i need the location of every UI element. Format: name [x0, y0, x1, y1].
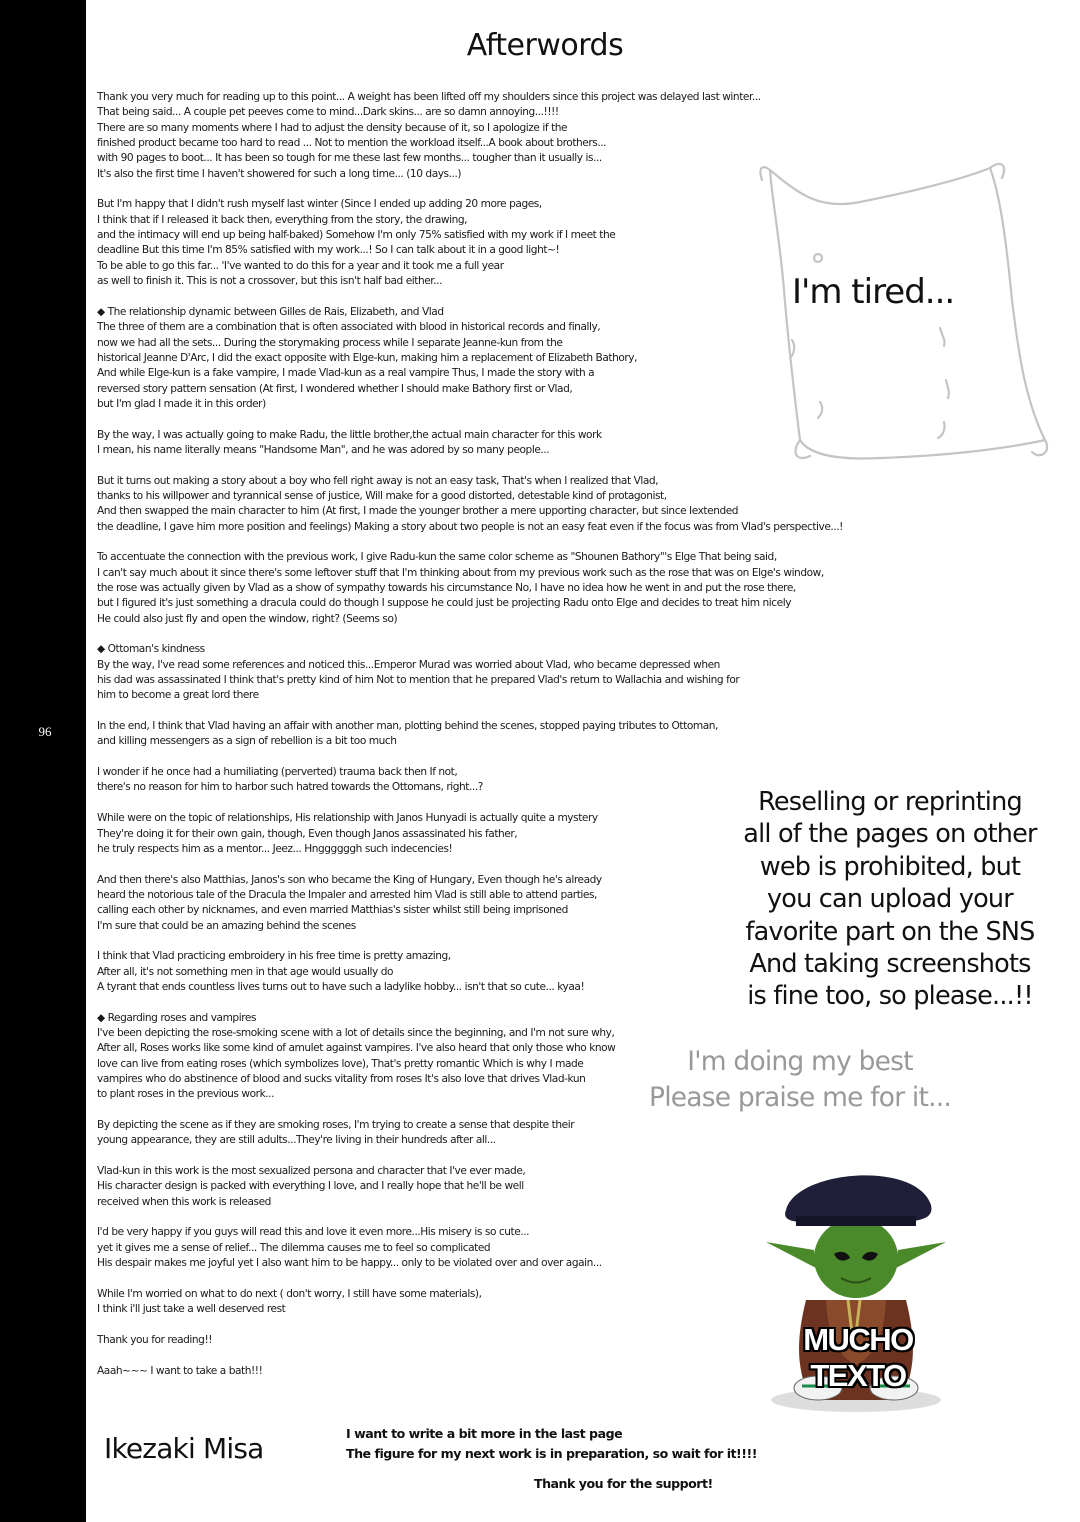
- paragraph-line: To be able to go this far... 'I've wanted to do this for a year and it took me a full year: [97, 259, 504, 272]
- text-line: favorite part on the SNS: [745, 916, 1035, 947]
- paragraph-line: I mean, his name literally means "Handsome Man", and he was adored by so many people...: [97, 443, 550, 456]
- paragraph-line: the deadline, I gave him more position and feelings) Making a story about two people is not an easy feat even if the focus was from Vlad's perspective...!: [97, 520, 843, 533]
- paragraph-line: But I'm happy that I didn't rush myself last winter (Since I ended up adding 20 more pages,: [97, 198, 542, 211]
- text-line: is fine too, so please...!!: [747, 981, 1033, 1012]
- text-line: Please praise me for it...: [649, 1082, 951, 1113]
- text-line: I'm doing my best: [687, 1046, 913, 1077]
- text-line: The figure for my next work is in preparation, so wait for it!!!!: [346, 1446, 758, 1461]
- paragraph-line: his dad was assassinated I think that's pretty kind of him Not to mention that he prepared Vlad's return to Wallachia and wishing for: [97, 674, 740, 687]
- paragraph: [97, 642, 837, 703]
- paragraph-line: By depicting the scene as if they are smoking roses, I'm trying to create a sense that despite their: [97, 1119, 575, 1132]
- paragraph-line: calling each other by nicknames, and even married Matthias's sister whilst still being imprisoned: [97, 904, 568, 917]
- paragraph-line: finished product became too hard to read ... Not to mention the workload itself...A book about brothers...: [97, 137, 607, 150]
- paragraph-line: historical Jeanne D'Arc, I did the exact opposite with Elge-kun, making him a replacement of Elizabeth Bathory,: [97, 351, 638, 364]
- paragraph-line: but I figured it's just something a dracula could do though I suppose he could just be projecting Radu onto Elge and decides to treat him nicely: [97, 597, 792, 610]
- paragraph-line: His despair makes me joyful yet I also want him to be happy... only to be violated over and over again...: [97, 1257, 602, 1270]
- page-number: 96: [38, 724, 52, 739]
- meme-caption: MUCHO TEXTO: [803, 1322, 913, 1393]
- paragraph-line: He could also just fly and open the window, right? (Seems so): [97, 612, 398, 625]
- paragraph: [97, 550, 837, 627]
- paragraph-line: and killing messengers as a sign of rebellion is a bit too much: [97, 735, 397, 748]
- paragraph-line: But it turns out making a story about a boy who fell right away is not an easy task, That's when I realized that Vlad,: [97, 474, 659, 487]
- paragraph: [97, 1164, 837, 1210]
- page-title: Afterwords: [466, 28, 624, 63]
- paragraph: [97, 765, 837, 796]
- text-line: Reselling or reprinting: [758, 787, 1022, 817]
- text-line: all of the pages on other: [743, 819, 1037, 850]
- paragraph: [97, 1225, 837, 1271]
- paragraph-line: ◆ Ottoman's kindness: [97, 643, 205, 656]
- paragraph-line: thanks to his willpower and tyrannical sense of justice, Will make for a good distorted, detestable kind of protagonist,: [97, 489, 667, 502]
- paragraph-line: I think that if I released it back then, everything from the story, the drawing,: [97, 213, 468, 226]
- paragraph-line: I'd be very happy if you guys will read this and love it even more...His misery is so cute...: [97, 1226, 530, 1239]
- paragraph-line: I think that Vlad practicing embroidery in his free time is pretty amazing,: [97, 950, 451, 963]
- paragraph-line: A tyrant that ends countless lives turns out to have such a ladylike hobby... isn't that so cute... kyaa!: [97, 980, 585, 993]
- paragraph-line: And while Elge-kun is a fake vampire, I made Vlad-kun as a real vampire Thus, I made the story with a: [97, 367, 595, 380]
- paragraph: [97, 428, 837, 459]
- paragraph-line: The three of them are a combination that is often associated with blood in historical records and finally,: [97, 321, 601, 334]
- paragraph: [97, 90, 837, 182]
- text-line: web is prohibited, but: [759, 851, 1021, 882]
- paragraph-line: It's also the first time I haven't showered for such a long time... (10 days...): [97, 167, 462, 180]
- paragraph-line: I think i'll just take a well deserved rest: [97, 1303, 286, 1316]
- paragraph-line: I've been depicting the rose-smoking scene with a lot of details since the beginning, and I'm not sure why,: [97, 1026, 615, 1039]
- paragraph-line: as well to finish it. This is not a crossover, but this isn't half bad either...: [97, 275, 442, 288]
- paragraph-line: there's no reason for him to harbor such hatred towards the Ottomans, right...?: [97, 781, 483, 794]
- paragraph-line: And then swapped the main character to him (At first, I made the younger brother a mere upporting character, but since Iextended: [97, 505, 739, 518]
- paragraph: [97, 811, 837, 857]
- paragraph-line: In the end, I think that Vlad having an affair with another man, plotting behind the scenes, stopped paying tributes to Ottoman,: [97, 720, 718, 733]
- paragraph-line: now we had all the sets... During the storymaking process while I separate Jeanne-kun from the: [97, 336, 563, 349]
- paragraph-line: received when this work is released: [97, 1195, 271, 1208]
- paragraph-line: deadline But this time I'm 85% satisfied with my work...! So I can talk about it in a good light~!: [97, 244, 560, 257]
- paragraph: [97, 1364, 837, 1379]
- sharing-notice: [740, 786, 1040, 1013]
- text-line: you can upload your: [767, 884, 1013, 915]
- paragraph-line: love can live from eating roses (which symbolizes love), That's pretty romantic Which is why I made: [97, 1057, 584, 1070]
- paragraph-line: vampires who do abstinence of blood and sucks vitality from roses It's also love that drives Vlad-kun: [97, 1073, 586, 1085]
- paragraph-line: Aaah~~~ I want to take a bath!!!: [97, 1364, 263, 1377]
- paragraph: [97, 719, 837, 750]
- paragraph-line: His character design is packed with everything I love, and I really hope that he'll be well: [97, 1180, 524, 1193]
- paragraph-line: After all, Roses works like some kind of amulet against vampires. I've also heard that only those who know: [97, 1042, 616, 1055]
- paragraph-line: I wonder if he once had a humiliating (perverted) trauma back then If not,: [97, 766, 458, 779]
- paragraph: [97, 1287, 837, 1318]
- text-line: And taking screenshots: [749, 949, 1031, 980]
- paragraph-line: yet it gives me a sense of relief... The dilemma causes me to feel so complicated: [97, 1241, 491, 1254]
- paragraph-line: To accentuate the connection with the previous work, I give Radu-kun the same color scheme as "Shounen Bathory"'s Elge That being said,: [97, 551, 777, 564]
- paragraph-line: ◆ Regarding roses and vampires: [97, 1011, 257, 1024]
- paragraph: [97, 949, 837, 995]
- paragraph-line: to plant roses in the previous work...: [97, 1088, 275, 1101]
- paragraph-line: he truly respects him as a mentor... Jeez... Hnggggggh such indecencies!: [97, 842, 453, 855]
- author-signature: Ikezaki Misa: [104, 1432, 264, 1465]
- paragraph-line: but I'm glad I made it in this order): [97, 397, 266, 410]
- paragraph-line: and the intimacy will end up being half-baked) Somehow I'm only 75% satisfied with my work if I meet the: [97, 229, 616, 242]
- paragraph-line: That being said... A couple pet peeves come to mind...Dark skins... are so damn annoying...!!!!: [97, 106, 559, 119]
- paragraph-line: young appearance, they are still adults...They're living in their hundreds after all...: [97, 1134, 496, 1147]
- paragraph-line: ◆ The relationship dynamic between Gilles de Rais, Elizabeth, and Vlad: [97, 305, 444, 318]
- paragraph-line: I can't say much about it since there's some leftover stuff that I'm thinking about from my previous work such as the rose that was on Elge's window,: [97, 566, 824, 579]
- paragraph: [97, 197, 837, 289]
- paragraph-line: Thank you for reading!!: [97, 1333, 213, 1346]
- paragraph-line: Vlad-kun in this work is the most sexualized persona and character that I've ever made,: [97, 1165, 526, 1178]
- paragraph-line: And then there's also Matthias, Janos's son who became the King of Hungary, Even though he's already: [97, 873, 602, 886]
- paragraph: [97, 1333, 837, 1348]
- paragraph-line: I'm sure that could be an amazing behind the scenes: [97, 919, 356, 932]
- paragraph-line: with 90 pages to boot... It has been so tough for me these last few months... tougher than it usually is...: [97, 152, 602, 165]
- paragraph-line: reversed story pattern sensation (At first, I wondered whether I should make Bathory first or Vlad,: [97, 382, 573, 395]
- paragraph: [97, 873, 837, 934]
- paragraph-line: While were on the topic of relationships, His relationship with Janos Hunyadi is actually quite a mystery: [97, 812, 598, 825]
- closing-note: [346, 1424, 757, 1464]
- paragraph-line: him to become a great lord there: [97, 689, 259, 702]
- paragraph: [97, 474, 843, 535]
- paragraph-line: They're doing it for their own gain, though, Even though Janos assassinated his father,: [97, 827, 518, 840]
- paragraph: [97, 305, 837, 412]
- paragraph-line: By the way, I've read some references and noticed this...Emperor Murad was worried about Vlad, who became depressed when: [97, 658, 720, 671]
- paragraph: [97, 1118, 837, 1149]
- afterword-body: [97, 90, 843, 1394]
- paragraph-line: heard the notorious tale of the Dracula the Impaler and arrested him Vlad is still able to attend parties,: [97, 888, 597, 901]
- paragraph-line: the rose was actually given by Vlad as a show of sympathy towards his circumstance No, I have no idea how he went in and put the rose there,: [97, 582, 796, 594]
- tired-text: I'm tired...: [792, 272, 955, 312]
- paragraph-line: There are so many moments where I had to adjust the density because of it, so I apologize if the: [97, 121, 568, 134]
- paragraph-line: Thank you very much for reading up to this point... A weight has been lifted off my shoulders since this project was delayed last winter...: [97, 91, 761, 103]
- paragraph-line: After all, it's not something men in that age would usually do: [97, 965, 394, 978]
- thanks-note: Thank you for the support!: [534, 1476, 713, 1491]
- page-margin-bar: [0, 0, 86, 1522]
- text-line: I want to write a bit more in the last page: [346, 1426, 623, 1441]
- praise-request: [640, 1044, 960, 1116]
- paragraph-line: While I'm worried on what to do next ( don't worry, I still have some materials),: [97, 1287, 482, 1300]
- paragraph-line: By the way, I was actually going to make Radu, the little brother,the actual main character for this work: [97, 428, 602, 441]
